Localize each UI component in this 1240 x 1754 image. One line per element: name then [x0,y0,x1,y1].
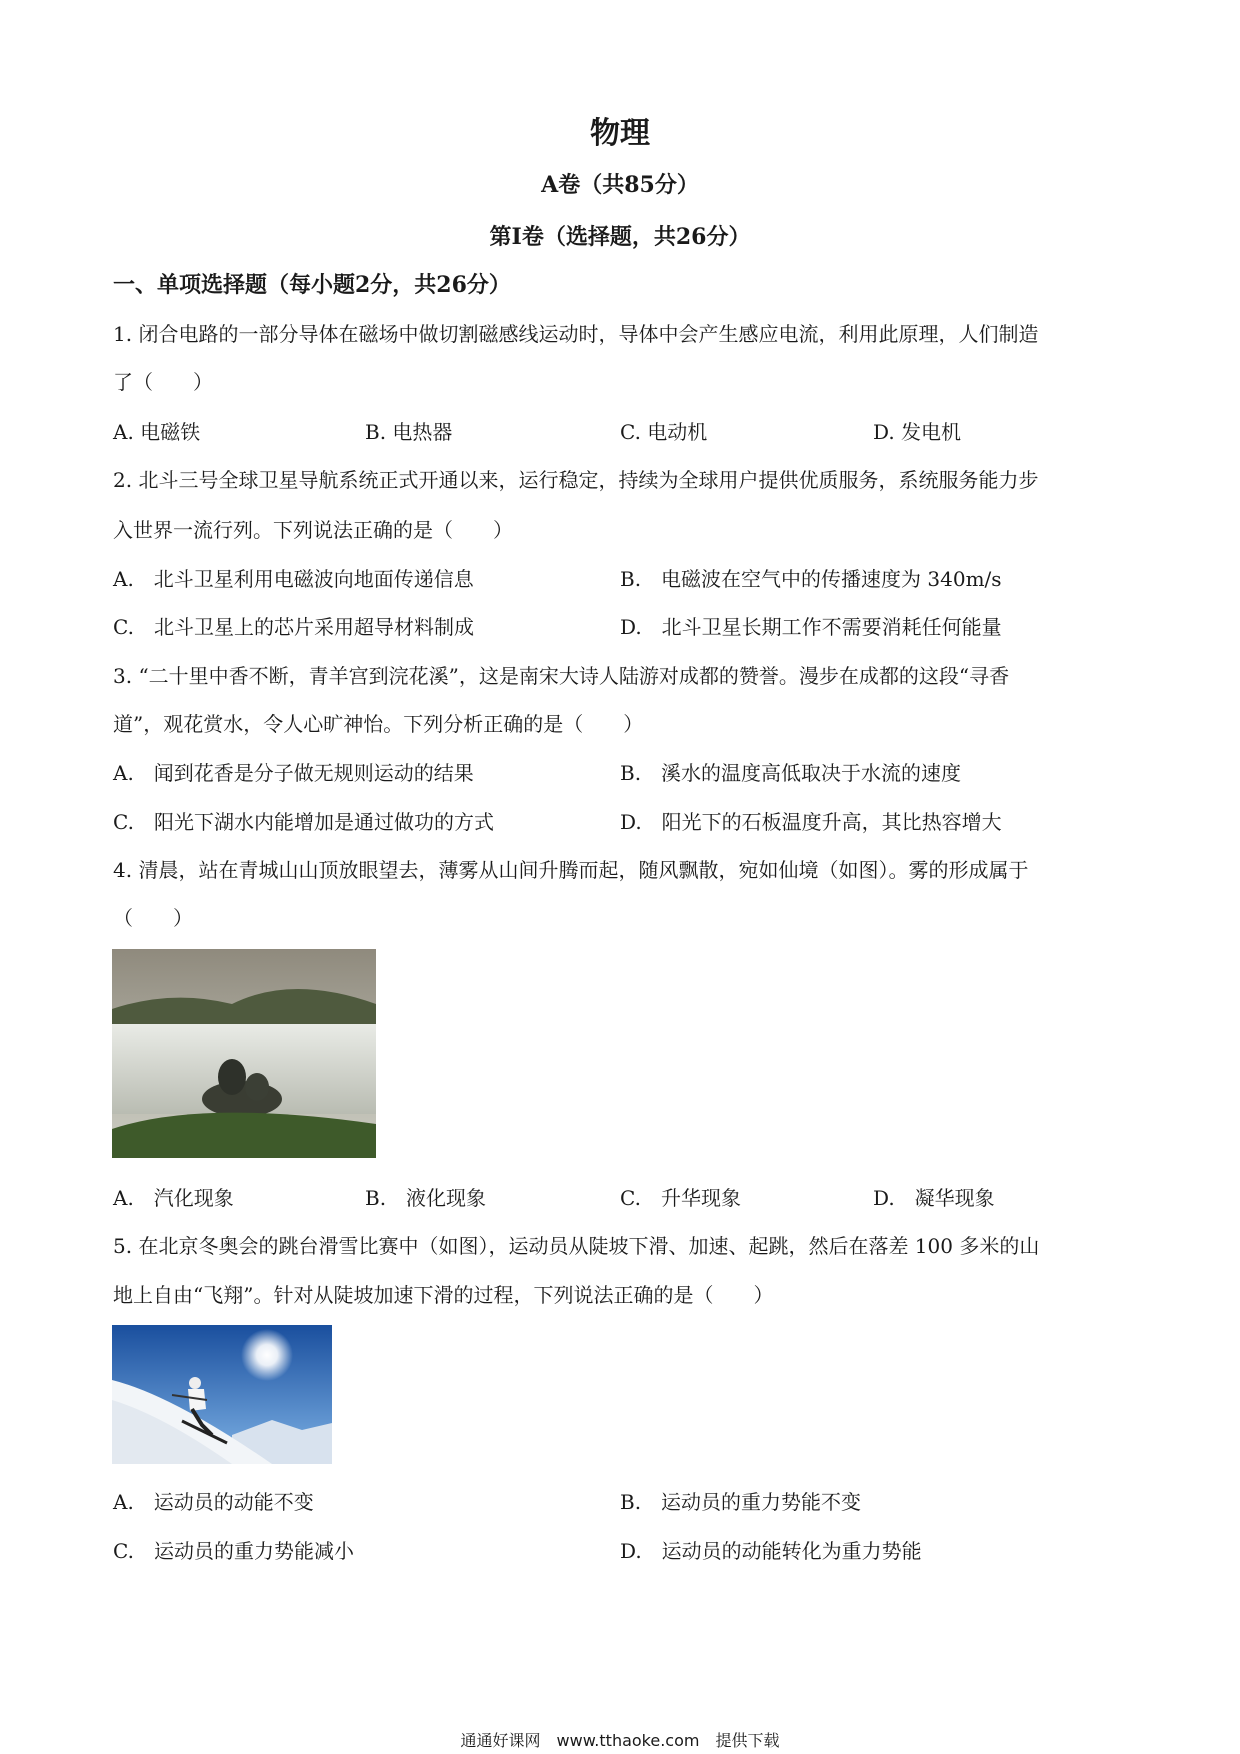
q5-option-a: A. 运动员的动能不变 [113,1490,314,1514]
q3-option-d: D. 阳光下的石板温度升高，其比热容增大 [620,810,1002,834]
q3-line1: 3. “二十里中香不断，青羊宫到浣花溪”，这是南宋大诗人陆游对成都的赞誉。漫步在成都的这段“寻香 [113,664,1010,688]
q4-line2: （ ） [113,906,193,930]
q5-option-d: D. 运动员的动能转化为重力势能 [620,1539,922,1563]
q1-option-c: C. 电动机 [620,420,708,444]
fog-mountain-image [112,949,376,1158]
q3-option-a: A. 闻到花香是分子做无规则运动的结果 [113,761,474,785]
skier-image [112,1325,332,1464]
q3-option-c: C. 阳光下湖水内能增加是通过做功的方式 [113,810,494,834]
q2-option-b: B. 电磁波在空气中的传播速度为 340m/s [620,567,1002,591]
q3-line2: 道”，观花赏水，令人心旷神怡。下列分析正确的是（ ） [113,712,644,736]
q1-option-b: B. 电热器 [365,420,453,444]
q2-option-c: C. 北斗卫星上的芯片采用超导材料制成 [113,615,474,639]
q5-line1: 5. 在北京冬奥会的跳台滑雪比赛中（如图），运动员从陡坡下滑、加速、起跳，然后在落差 100 多米的山 [113,1234,1040,1258]
footer-text: 通通好课网 www.tthaoke.com 提供下载 [460,1731,780,1750]
q3-option-b: B. 溪水的温度高低取决于水流的速度 [620,761,962,785]
q2-line2: 入世界一流行列。下列说法正确的是（ ） [113,518,513,542]
q4-line1: 4. 清晨，站在青城山山顶放眼望去，薄雾从山间升腾而起，随风飘散，宛如仙境（如图）。雾的形成属于 [113,858,1029,882]
ski-jump-photo [112,1325,332,1464]
part1-heading: 第Ⅰ卷（选择题，共26分） [489,224,751,250]
q2-option-d: D. 北斗卫星长期工作不需要消耗任何能量 [620,615,1002,639]
q2-line1: 2. 北斗三号全球卫星导航系统正式开通以来，运行稳定，持续为全球用户提供优质服务，系统服务能力步 [113,468,1039,492]
page-title: 物理 [590,116,650,151]
q5-option-c: C. 运动员的重力势能减小 [113,1539,354,1563]
q1-option-a: A. 电磁铁 [113,420,201,444]
q5-option-b: B. 运动员的重力势能不变 [620,1490,862,1514]
section-heading: 一、单项选择题（每小题2分，共26分） [113,272,511,298]
q2-option-a: A. 北斗卫星利用电磁波向地面传递信息 [113,567,474,591]
q4-option-c: C. 升华现象 [620,1186,741,1210]
paper-a-heading: A卷（共85分） [541,172,699,198]
q5-line2: 地上自由“飞翔”。针对从陡坡加速下滑的过程，下列说法正确的是（ ） [113,1283,774,1307]
q4-option-b: B. 液化现象 [365,1186,487,1210]
q1-line2: 了（ ） [113,370,213,394]
q4-option-d: D. 凝华现象 [873,1186,995,1210]
q1-option-d: D. 发电机 [873,420,962,444]
fog-mountain-photo [112,949,376,1158]
q4-option-a: A. 汽化现象 [113,1186,234,1210]
q1-line1: 1. 闭合电路的一部分导体在磁场中做切割磁感线运动时，导体中会产生感应电流，利用此原理，人们制造 [113,322,1039,346]
